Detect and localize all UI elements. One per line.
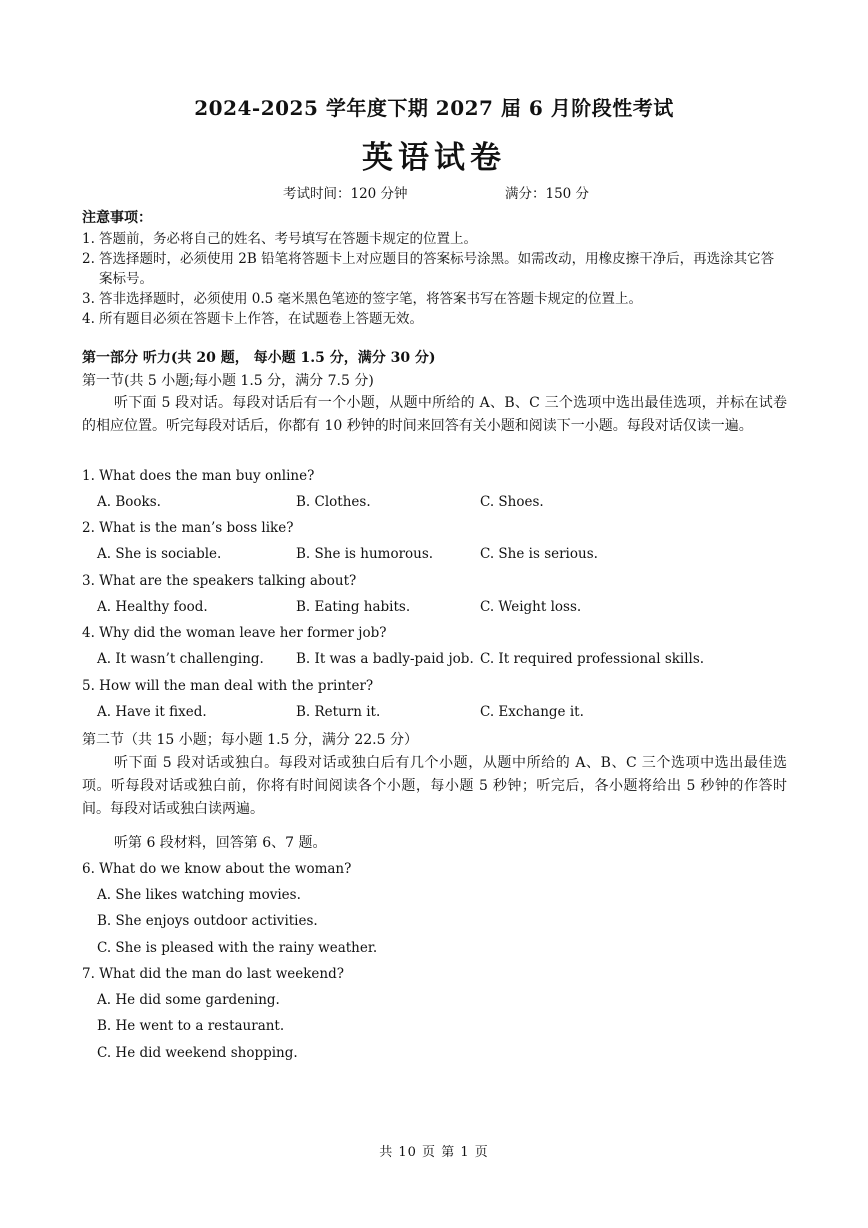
question-2-options [97,546,797,566]
option-a: A. Healthy food. [97,599,208,615]
option-b: B. He went to a restaurant. [97,1018,285,1034]
section1-heading: 第一节(共 5 小题;每小题 1.5 分，满分 7.5 分) [82,373,374,389]
note-number: 2. [82,251,95,267]
note-number: 1. [82,231,95,247]
option-c: C. He did weekend shopping. [97,1045,298,1061]
question-4: 4. Why did the woman leave her former job? [82,625,387,641]
subject-title: 英语试卷 [362,140,506,176]
option-c: C. It required professional skills. [480,651,705,667]
question-1-options [97,494,797,514]
notes-list [82,229,787,329]
option-a: A. Books. [97,494,161,510]
note-item [82,229,787,249]
option-a: A. He did some gardening. [97,992,280,1008]
question-2: 2. What is the man’s boss like? [82,520,294,536]
page-footer: 共 10 页 第 1 页 [379,1145,489,1160]
option-a: A. She is sociable. [97,546,222,562]
exam-score: 满分：150 分 [505,186,590,202]
note-number: 3. [82,291,95,307]
exam-title: 2024-2025 学年度下期 2027 届 6 月阶段性考试 [194,96,674,120]
note-item [82,309,787,329]
section2-heading: 第二节（共 15 小题；每小题 1.5 分，满分 22.5 分） [82,732,418,748]
option-a: A. Have it fixed. [97,704,207,720]
notes-heading: 注意事项： [82,210,152,226]
option-c: C. She is serious. [480,546,598,562]
question-1: 1. What does the man buy online? [82,468,315,484]
option-b: B. She enjoys outdoor activities. [97,913,318,929]
question-3-options [97,599,797,619]
note-number: 4. [82,311,95,327]
note-text: 答选择题时，必须使用 2B 铅笔将答题卡上对应题目的答案标号涂黑。如需改动，用橡皮擦干净后，再选涂其它答案标号。 [99,251,775,287]
question-5: 5. How will the man deal with the printer? [82,678,374,694]
part1-heading: 第一部分 听力(共 20 题， 每小题 1.5 分，满分 30 分) [82,350,436,366]
option-c: C. Exchange it. [480,704,584,720]
question-5-options [97,704,797,724]
option-a: A. She likes watching movies. [97,887,301,903]
note-text: 所有题目必须在答题卡上作答，在试题卷上答题无效。 [99,311,423,327]
exam-time: 考试时间：120 分钟 [283,186,408,202]
question-3: 3. What are the speakers talking about? [82,573,357,589]
material-note: 听第 6 段材料，回答第 6、7 题。 [114,835,327,851]
option-b: B. Eating habits. [296,599,411,615]
note-text: 答非选择题时，必须使用 0.5 毫米黑色笔迹的签字笔，将答案书写在答题卡规定的位置上。 [99,291,643,307]
option-c: C. Shoes. [480,494,544,510]
section2-instructions: 听下面 5 段对话或独白。每段对话或独白后有几个小题，从题中所给的 A、B、C 三个选项中选出最佳选项。听每段对话或独白前，你将有时间阅读各个小题，每小题 5 秒钟；听完后，各小题将给出 5 秒钟的作答时间。每段对话或独白读两遍。 [82,755,787,817]
option-b: B. It was a badly-paid job. [296,651,474,667]
note-item [82,289,787,309]
note-item [82,249,787,289]
option-c: C. Weight loss. [480,599,582,615]
note-text: 答题前，务必将自己的姓名、考号填写在答题卡规定的位置上。 [99,231,477,247]
option-b: B. Clothes. [296,494,371,510]
option-c: C. She is pleased with the rainy weather. [97,940,378,956]
option-a: A. It wasn’t challenging. [97,651,264,667]
option-b: B. Return it. [296,704,381,720]
question-7: 7. What did the man do last weekend? [82,966,344,982]
option-b: B. She is humorous. [296,546,434,562]
section1-instructions: 听下面 5 段对话。每段对话后有一个小题，从题中所给的 A、B、C 三个选项中选出最佳选项，并标在试卷的相应位置。听完每段对话后，你都有 10 秒钟的时间来回答有关小题和阅读下一小题。每段对话仅读一遍。 [82,395,787,434]
question-4-options [97,651,797,671]
question-6: 6. What do we know about the woman? [82,861,352,877]
